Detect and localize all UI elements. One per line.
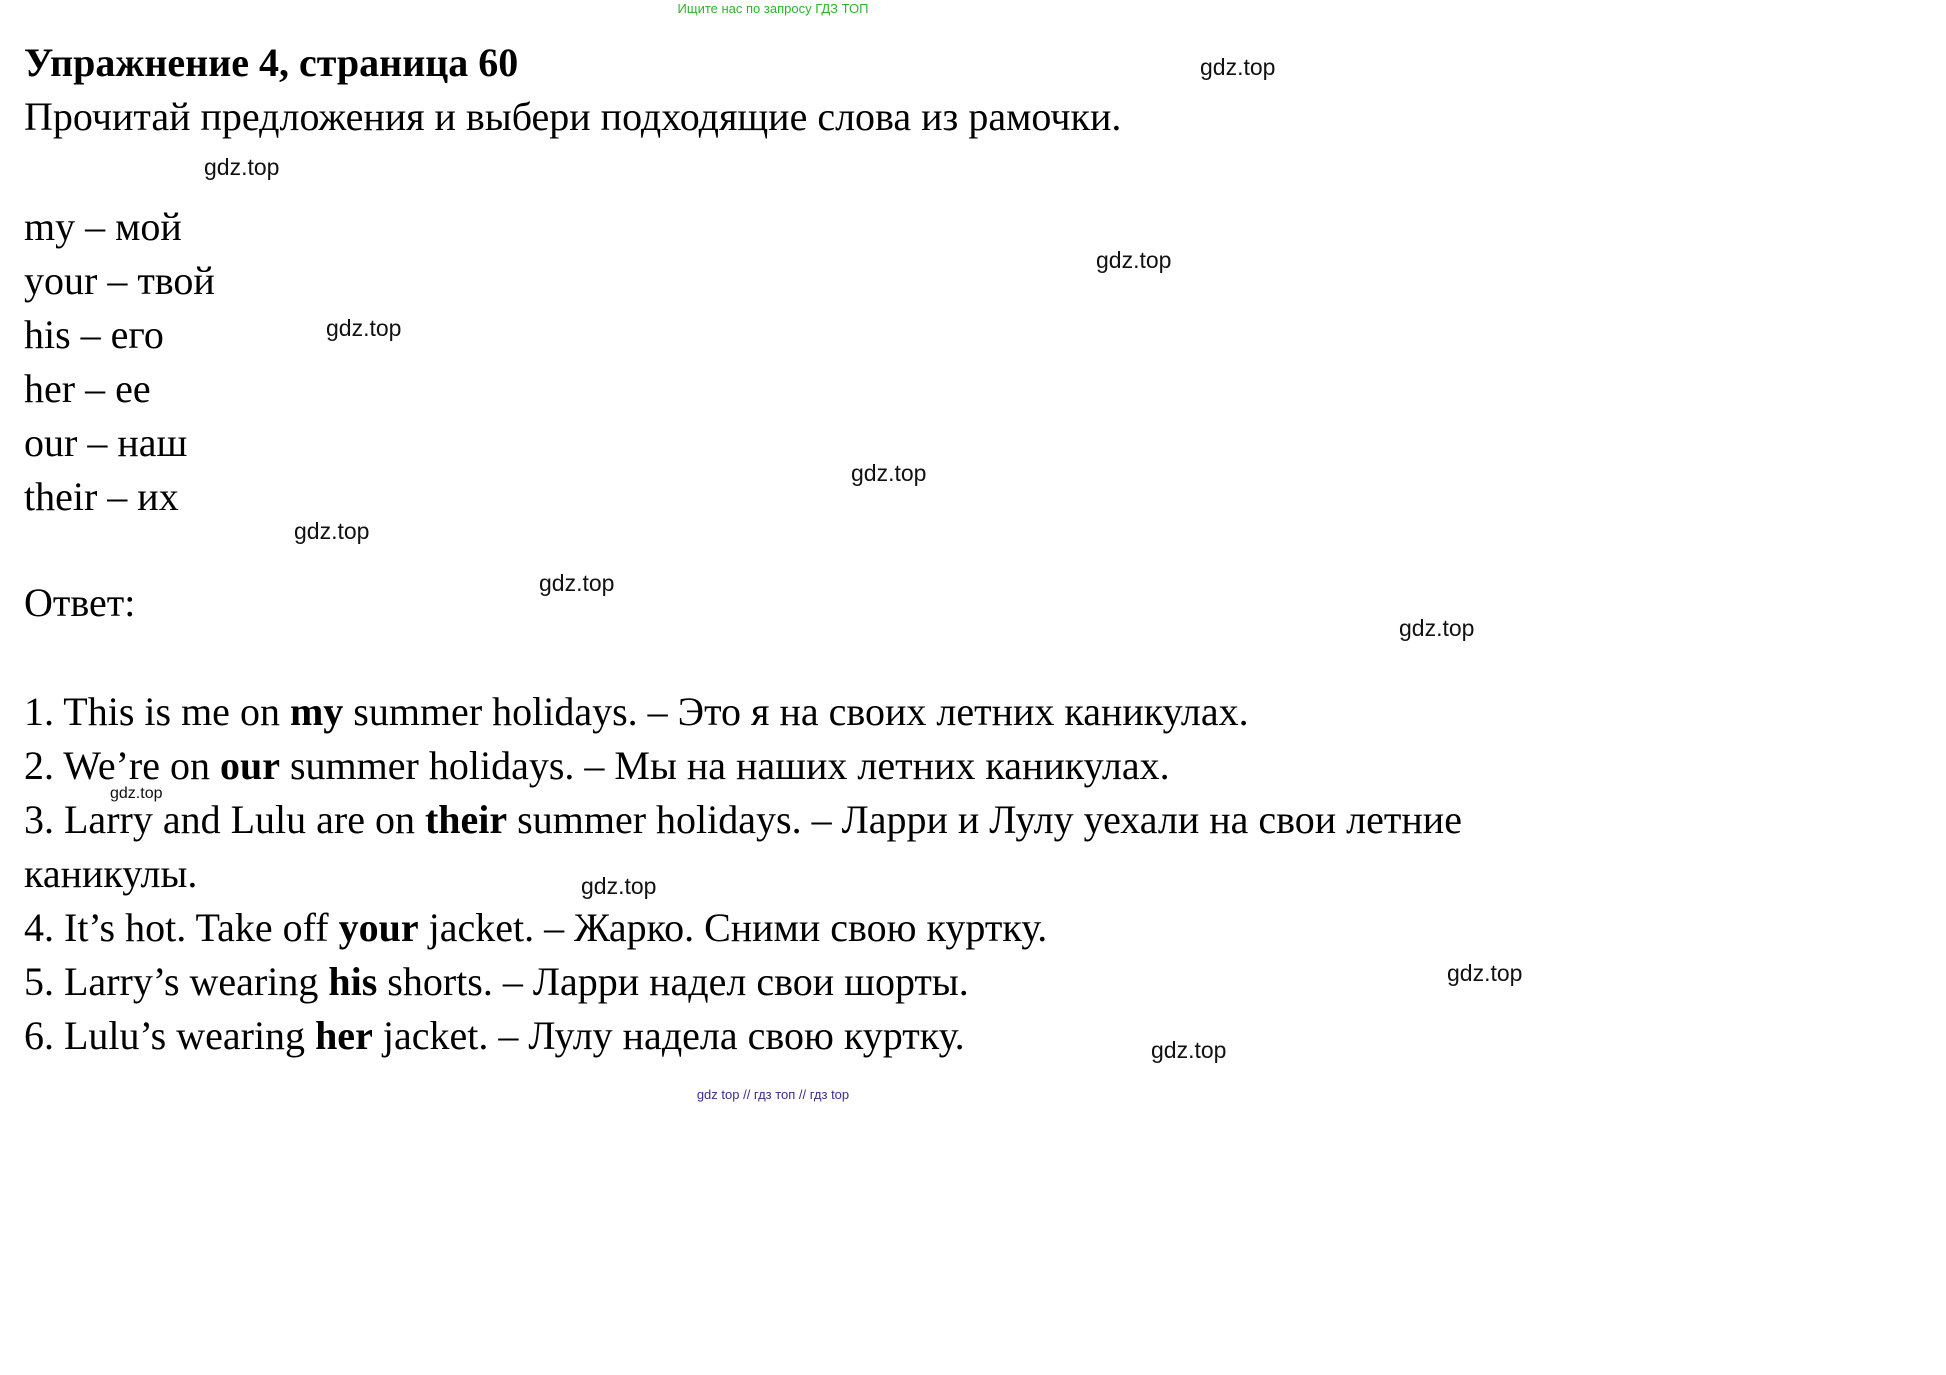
answer-word: your — [338, 905, 419, 950]
watermark: gdz.top — [326, 315, 402, 341]
watermark: gdz.top — [1200, 54, 1276, 80]
page-title: Упражнение 4, страница 60 — [24, 40, 519, 85]
answer-label: Ответ: — [24, 580, 136, 625]
exercise-instruction: Прочитай предложения и выбери подходящие слова из рамочки. — [24, 94, 1122, 139]
answer-text-after: summer holidays. – Это я на своих летних каникулах. — [343, 689, 1249, 734]
watermark: gdz.top — [294, 518, 370, 544]
answer-item — [24, 793, 1544, 901]
watermark: gdz.top — [1399, 615, 1475, 641]
answer-item — [24, 739, 1544, 793]
watermark: gdz.top — [1151, 1037, 1227, 1063]
answer-item — [24, 1009, 1544, 1063]
answer-text-after: summer holidays. – Мы на наших летних каникулах. — [279, 743, 1170, 788]
watermark: gdz.top — [1096, 247, 1172, 273]
vocabulary-item: my – мой — [24, 204, 182, 249]
answer-text-before: 2. We’re on — [24, 743, 220, 788]
vocabulary-item: his – его — [24, 312, 164, 357]
answer-text-before: 6. Lulu’s wearing — [24, 1013, 316, 1058]
watermark: gdz.top — [581, 873, 657, 899]
answer-word: their — [424, 797, 508, 842]
answer-text-after: summer holidays. – Ларри и Лулу уехали на свои летние каникулы. — [24, 797, 1462, 896]
answer-text-after: jacket. – Жарко. Сними свою куртку. — [418, 905, 1048, 950]
answer-item — [24, 955, 1544, 1009]
vocabulary-item: your – твой — [24, 258, 215, 303]
answer-text-before: 5. Larry’s wearing — [24, 959, 329, 1004]
top-search-note: Ищите нас по запросу ГДЗ ТОП — [677, 1, 869, 16]
watermark: gdz.top — [539, 570, 615, 596]
answer-word: her — [315, 1013, 373, 1058]
answer-list — [24, 685, 1544, 1063]
footer-note: gdz top // гдз топ // гдз top — [696, 1087, 850, 1102]
watermark: gdz.top — [851, 460, 927, 486]
answer-text-before: 4. It’s hot. Take off — [24, 905, 339, 950]
answer-text-before: 1. This is me on — [24, 689, 290, 734]
answer-text-after: shorts. – Ларри надел свои шорты. — [377, 959, 969, 1004]
answer-item — [24, 901, 1544, 955]
answer-word: his — [328, 959, 378, 1004]
watermark: gdz.top — [110, 785, 163, 802]
answer-item — [24, 685, 1544, 739]
answer-word: my — [289, 689, 344, 734]
vocabulary-item: her – ее — [24, 366, 151, 411]
watermark: gdz.top — [204, 154, 280, 180]
vocabulary-item: our – наш — [24, 420, 188, 465]
watermark: gdz.top — [1447, 960, 1523, 986]
answer-text-before: 3. Larry and Lulu are on — [24, 797, 425, 842]
answer-text-after: jacket. – Лулу надела свою куртку. — [372, 1013, 965, 1058]
answer-word: our — [219, 743, 280, 788]
vocabulary-list — [24, 200, 215, 524]
vocabulary-item: their – их — [24, 474, 179, 519]
